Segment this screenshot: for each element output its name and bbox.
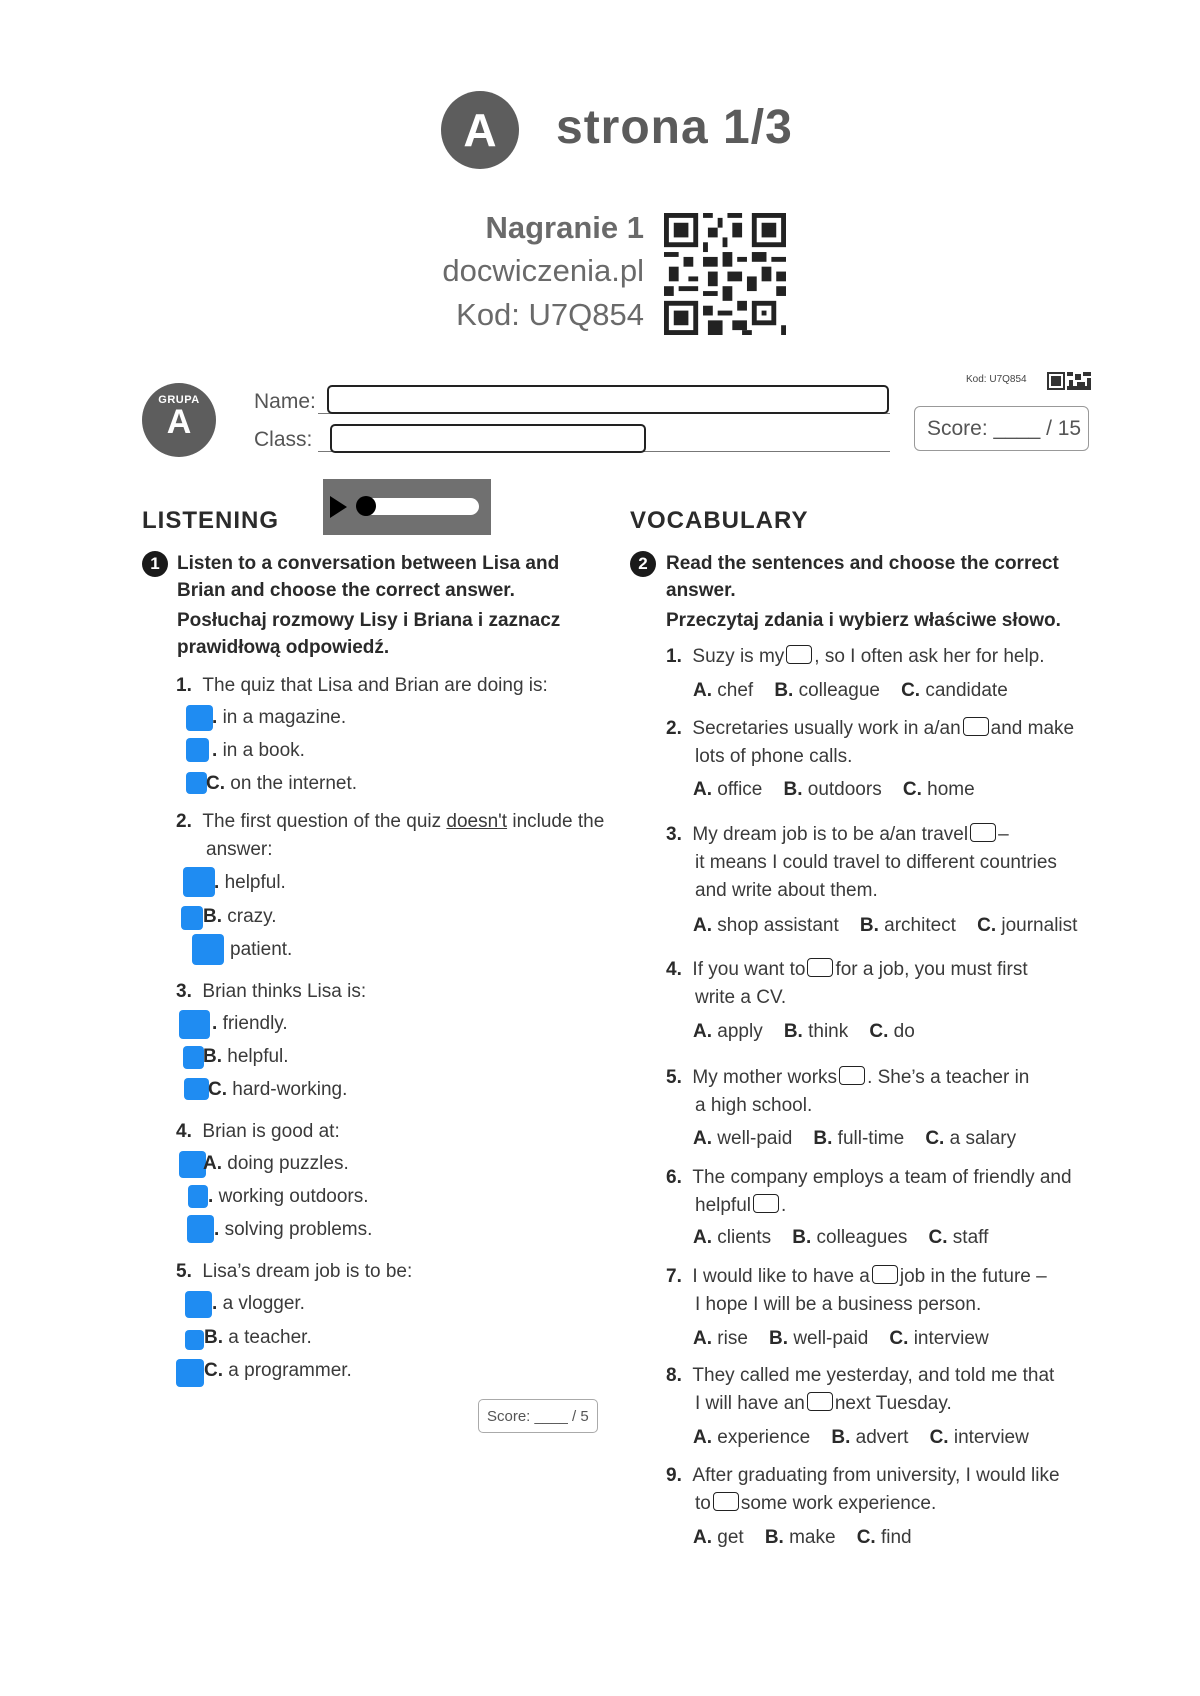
- answer-checkbox[interactable]: [176, 1359, 204, 1387]
- option-1b: . in a book.: [212, 740, 305, 761]
- vocab-question-7: 7. I would like to have a job in the future – I hope I will be a business person.: [666, 1266, 1047, 1315]
- class-field[interactable]: [330, 424, 646, 453]
- task-2-instruction-pl: Przeczytaj zdania i wybierz właściwe słowo.: [666, 610, 1061, 631]
- grupa-letter: A: [166, 403, 192, 441]
- vocab-options-9: A. get B. make C. find: [693, 1527, 912, 1548]
- answer-checkbox[interactable]: [186, 705, 213, 731]
- page-label: strona 1/3: [556, 101, 793, 154]
- answer-gap[interactable]: [807, 1392, 833, 1411]
- option-5a: . a vlogger.: [212, 1293, 305, 1314]
- option-4a: A. doing puzzles.: [203, 1153, 349, 1174]
- listening-question-1: [176, 672, 548, 700]
- access-code: Kod: U7Q854: [456, 297, 644, 332]
- vocab-options-6: A. clients B. colleagues C. staff: [693, 1227, 989, 1248]
- task-2-instruction-en: Read the sentences and choose the correct answer.: [666, 553, 1059, 601]
- listening-question-2: 2. The first question of the quiz doesn't include the answer:: [176, 811, 605, 860]
- vocab-question-3: 3. My dream job is to be a/an travel – it means I could travel to different countries and write about them.: [666, 824, 1057, 901]
- vocab-options-3: A. shop assistant B. architect C. journalist: [693, 915, 1078, 936]
- answer-checkbox[interactable]: [185, 1291, 212, 1318]
- vocab-question-1: 1. Suzy is my , so I often ask her for help.: [666, 646, 1045, 667]
- answer-gap[interactable]: [713, 1492, 739, 1511]
- vocab-options-7: A. rise B. well-paid C. interview: [693, 1328, 989, 1349]
- question-number: 1.: [176, 675, 192, 696]
- option-4b: . working outdoors.: [208, 1186, 369, 1207]
- answer-gap[interactable]: [839, 1066, 865, 1085]
- task-1-instruction-en: Listen to a conversation between Lisa and Brian and choose the correct answer.: [177, 553, 560, 601]
- answer-gap[interactable]: [963, 717, 989, 736]
- group-letter: A: [463, 104, 497, 156]
- listening-score-box[interactable]: Score: ____ / 5: [478, 1399, 598, 1433]
- site-label: docwiczenia.pl: [442, 253, 644, 288]
- answer-checkbox[interactable]: [181, 906, 203, 930]
- answer-gap[interactable]: [786, 645, 812, 664]
- listening-question-4: 4. Brian is good at:: [176, 1121, 340, 1142]
- name-field[interactable]: [327, 385, 889, 414]
- option-4c: . solving problems.: [214, 1219, 373, 1240]
- qr-code-icon: [664, 213, 786, 335]
- listening-question-3: 3. Brian thinks Lisa is:: [176, 981, 367, 1002]
- listening-title: LISTENING: [142, 507, 280, 534]
- vocab-question-8: 8. They called me yesterday, and told me that I will have an next Tuesday.: [666, 1365, 1055, 1414]
- answer-checkbox[interactable]: [186, 738, 209, 762]
- task-1-instruction-pl: Posłuchaj rozmowy Lisy i Briana i zaznacz prawidłową odpowiedź.: [177, 610, 561, 658]
- small-code: Kod: U7Q854: [966, 374, 1027, 385]
- option-3a: . friendly.: [212, 1013, 288, 1034]
- vocab-question-5: 5. My mother works . She’s a teacher in a high school.: [666, 1067, 1030, 1116]
- answer-checkbox[interactable]: [188, 1185, 208, 1208]
- vocab-options-4: A. apply B. think C. do: [693, 1021, 915, 1042]
- option-3c: C. hard-working.: [208, 1079, 348, 1100]
- vocab-question-2: 2. Secretaries usually work in a/an and make lots of phone calls.: [666, 718, 1075, 767]
- answer-checkbox[interactable]: [183, 867, 215, 897]
- option-2c: patient.: [230, 939, 293, 960]
- answer-gap[interactable]: [807, 958, 833, 977]
- answer-gap[interactable]: [970, 823, 996, 842]
- question-text: The quiz that Lisa and Brian are doing is:: [202, 675, 548, 696]
- answer-checkbox[interactable]: [185, 1330, 204, 1350]
- vocab-options-8: A. experience B. advert C. interview: [693, 1427, 1029, 1448]
- listening-question-5: 5. Lisa’s dream job is to be:: [176, 1261, 413, 1282]
- answer-checkbox[interactable]: [186, 772, 207, 794]
- grupa-badge: [142, 383, 216, 457]
- vocab-question-9: 9. After graduating from university, I would like to some work experience.: [666, 1465, 1060, 1514]
- small-qr-icon: [1047, 372, 1091, 390]
- answer-checkbox[interactable]: [183, 1046, 204, 1069]
- task-2-number: 2: [630, 551, 656, 577]
- option-2b: B. crazy.: [203, 906, 277, 927]
- recording-label: Nagranie 1: [485, 210, 644, 245]
- option-3b: B. helpful.: [203, 1046, 289, 1067]
- answer-checkbox[interactable]: [187, 1215, 214, 1243]
- answer-checkbox[interactable]: [184, 1078, 209, 1100]
- group-badge: [441, 91, 519, 169]
- vocab-question-4: 4. If you want to for a job, you must first write a CV.: [666, 959, 1028, 1008]
- vocabulary-title: VOCABULARY: [630, 507, 809, 534]
- answer-gap[interactable]: [753, 1194, 779, 1213]
- class-label: Class:: [254, 428, 313, 451]
- grupa-label: GRUPA: [158, 394, 200, 406]
- progress-knob[interactable]: [356, 496, 376, 516]
- vocab-question-6: 6. The company employs a team of friendly and helpful .: [666, 1167, 1072, 1216]
- total-score-box[interactable]: Score: ____ / 15: [914, 406, 1089, 451]
- answer-gap[interactable]: [872, 1265, 898, 1284]
- answer-checkbox[interactable]: [192, 934, 224, 965]
- answer-checkbox[interactable]: [179, 1151, 206, 1178]
- name-label: Name:: [254, 390, 316, 413]
- option-1a: . in a magazine.: [212, 707, 347, 728]
- option-2a: . helpful.: [214, 872, 286, 893]
- task-1-number: 1: [142, 551, 168, 577]
- play-icon[interactable]: [330, 496, 347, 518]
- progress-track[interactable]: [361, 498, 479, 515]
- vocab-options-5: A. well-paid B. full-time C. a salary: [693, 1128, 1017, 1149]
- audio-player[interactable]: [323, 479, 491, 535]
- vocab-options-2: A. office B. outdoors C. home: [693, 779, 975, 800]
- option-1c: C. on the internet.: [206, 773, 358, 794]
- option-5c: C. a programmer.: [204, 1360, 352, 1381]
- answer-checkbox[interactable]: [179, 1010, 210, 1039]
- option-5b: B. a teacher.: [204, 1327, 312, 1348]
- vocab-options-1: A. chef B. colleague C. candidate: [693, 680, 1008, 701]
